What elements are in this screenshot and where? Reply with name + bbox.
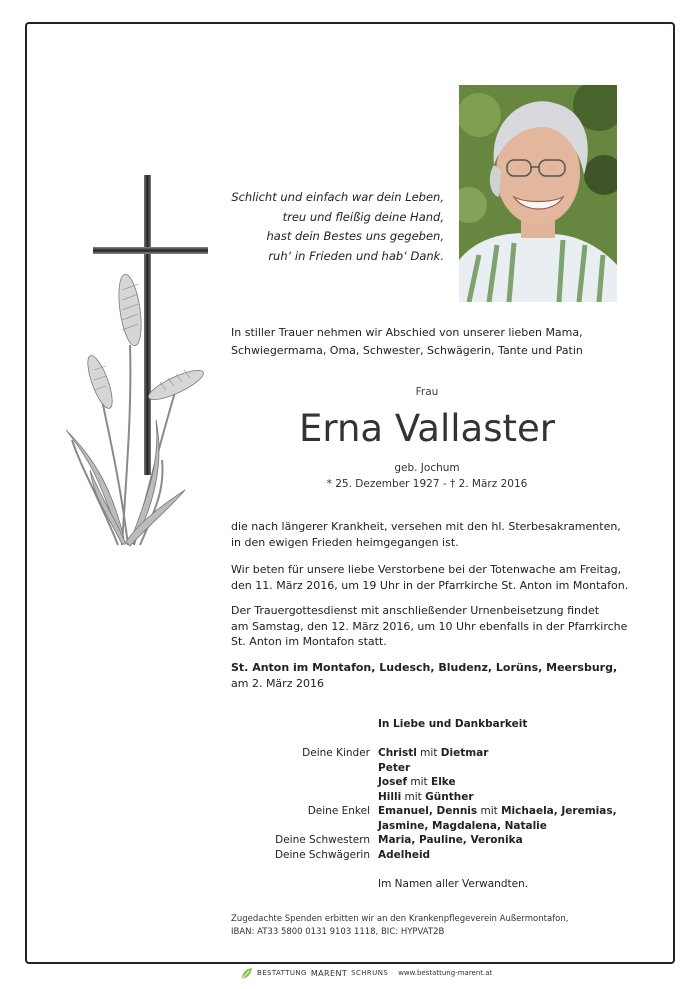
footer-brand (240, 966, 492, 980)
donation-line: IBAN: AT33 5800 0131 9103 1118, BIC: HYPVAT2B (231, 927, 445, 937)
paragraph-line: Der Trauergottesdienst mit anschließender Urnenbeisetzung findet (231, 604, 600, 617)
paragraph-line: Wir beten für unsere liebe Verstorbene bei der Totenwache am Freitag, (231, 563, 622, 576)
life-dates: * 25. Dezember 1927 - † 2. März 2016 (326, 478, 528, 490)
salutation: Frau (415, 386, 439, 398)
label-enkel: Deine Enkel (307, 805, 370, 817)
paragraph-line: die nach längerer Krankheit, versehen mit den hl. Sterbesakramenten, (231, 520, 621, 533)
cross-vertical-beam (144, 175, 151, 475)
paragraph-line: den 11. März 2016, um 19 Uhr in der Pfarrkirche St. Anton im Montafon. (231, 578, 629, 592)
portrait-photo (459, 85, 617, 302)
intro-line: Schwiegermama, Oma, Schwester, Schwägerin, Tante und Patin (231, 344, 583, 357)
family-heading: In Liebe und Dankbarkeit (378, 718, 528, 730)
poem (200, 188, 444, 266)
footer-word-marent: MARENT (310, 968, 348, 978)
label-kinder: Deine Kinder (302, 747, 370, 759)
date-line: am 2. März 2016 (231, 676, 324, 690)
paragraph-places (231, 660, 651, 691)
paragraph-passing (231, 519, 651, 550)
footer-word-bestattung: BESTATTUNG (257, 969, 307, 977)
poem-line: treu und fleißig deine Hand, (282, 209, 444, 224)
closing-line: Im Namen aller Verwandten. (378, 878, 529, 890)
enkel-row: Jasmine, Magdalena, Natalie (378, 819, 547, 832)
intro-line: In stiller Trauer nehmen wir Abschied von unserer lieben Mama, (231, 326, 583, 339)
names-kinder (378, 746, 488, 804)
label-schwaegerin: Deine Schwägerin (274, 849, 370, 861)
maiden-name: geb. Jochum (394, 462, 460, 474)
paragraph-wake (231, 562, 651, 593)
names-enkel (378, 804, 617, 833)
footer-url[interactable]: www.bestattung-marent.at (398, 969, 493, 977)
cross-horizontal-beam (93, 247, 208, 254)
leaf-logo-icon (240, 967, 253, 980)
poem-line: hast dein Bestes uns gegeben, (266, 229, 444, 243)
kinder-row: Christl mit Dietmar (378, 747, 489, 759)
paragraph-line: am Samstag, den 12. März 2016, um 10 Uhr ebenfalls in der Pfarrkirche (231, 619, 628, 633)
kinder-row: Peter (378, 761, 411, 774)
intro-text (231, 324, 631, 360)
poem-line: ruh‘ in Frieden und hab‘ Dank. (268, 248, 444, 263)
places-line: St. Anton im Montafon, Ludesch, Bludenz, Lorüns, Meersburg, (231, 661, 618, 674)
paragraph-line: St. Anton im Montafon statt. (231, 635, 387, 648)
footer-word-schruns: SCHRUNS (351, 969, 389, 977)
enkel-row: Emanuel, Dennis mit Michaela, Jeremias, (378, 805, 617, 817)
donation-line: Zugedachte Spenden erbitten wir an den Krankenpflegeverein Außermontafon, (231, 914, 569, 924)
deceased-name: Erna Vallaster (299, 407, 555, 450)
kinder-row: Josef mit Elke (378, 776, 456, 788)
names-schwaegerin: Adelheid (378, 849, 431, 861)
paragraph-funeral (231, 603, 651, 650)
donation-note (231, 913, 651, 939)
paragraph-line: in den ewigen Frieden heimgegangen ist. (231, 535, 459, 549)
names-schwestern: Maria, Pauline, Veronika (378, 834, 523, 846)
kinder-row: Hilli mit Günther (378, 790, 474, 803)
poem-line: Schlicht und einfach war dein Leben, (231, 190, 444, 204)
label-schwestern: Deine Schwestern (275, 834, 370, 846)
